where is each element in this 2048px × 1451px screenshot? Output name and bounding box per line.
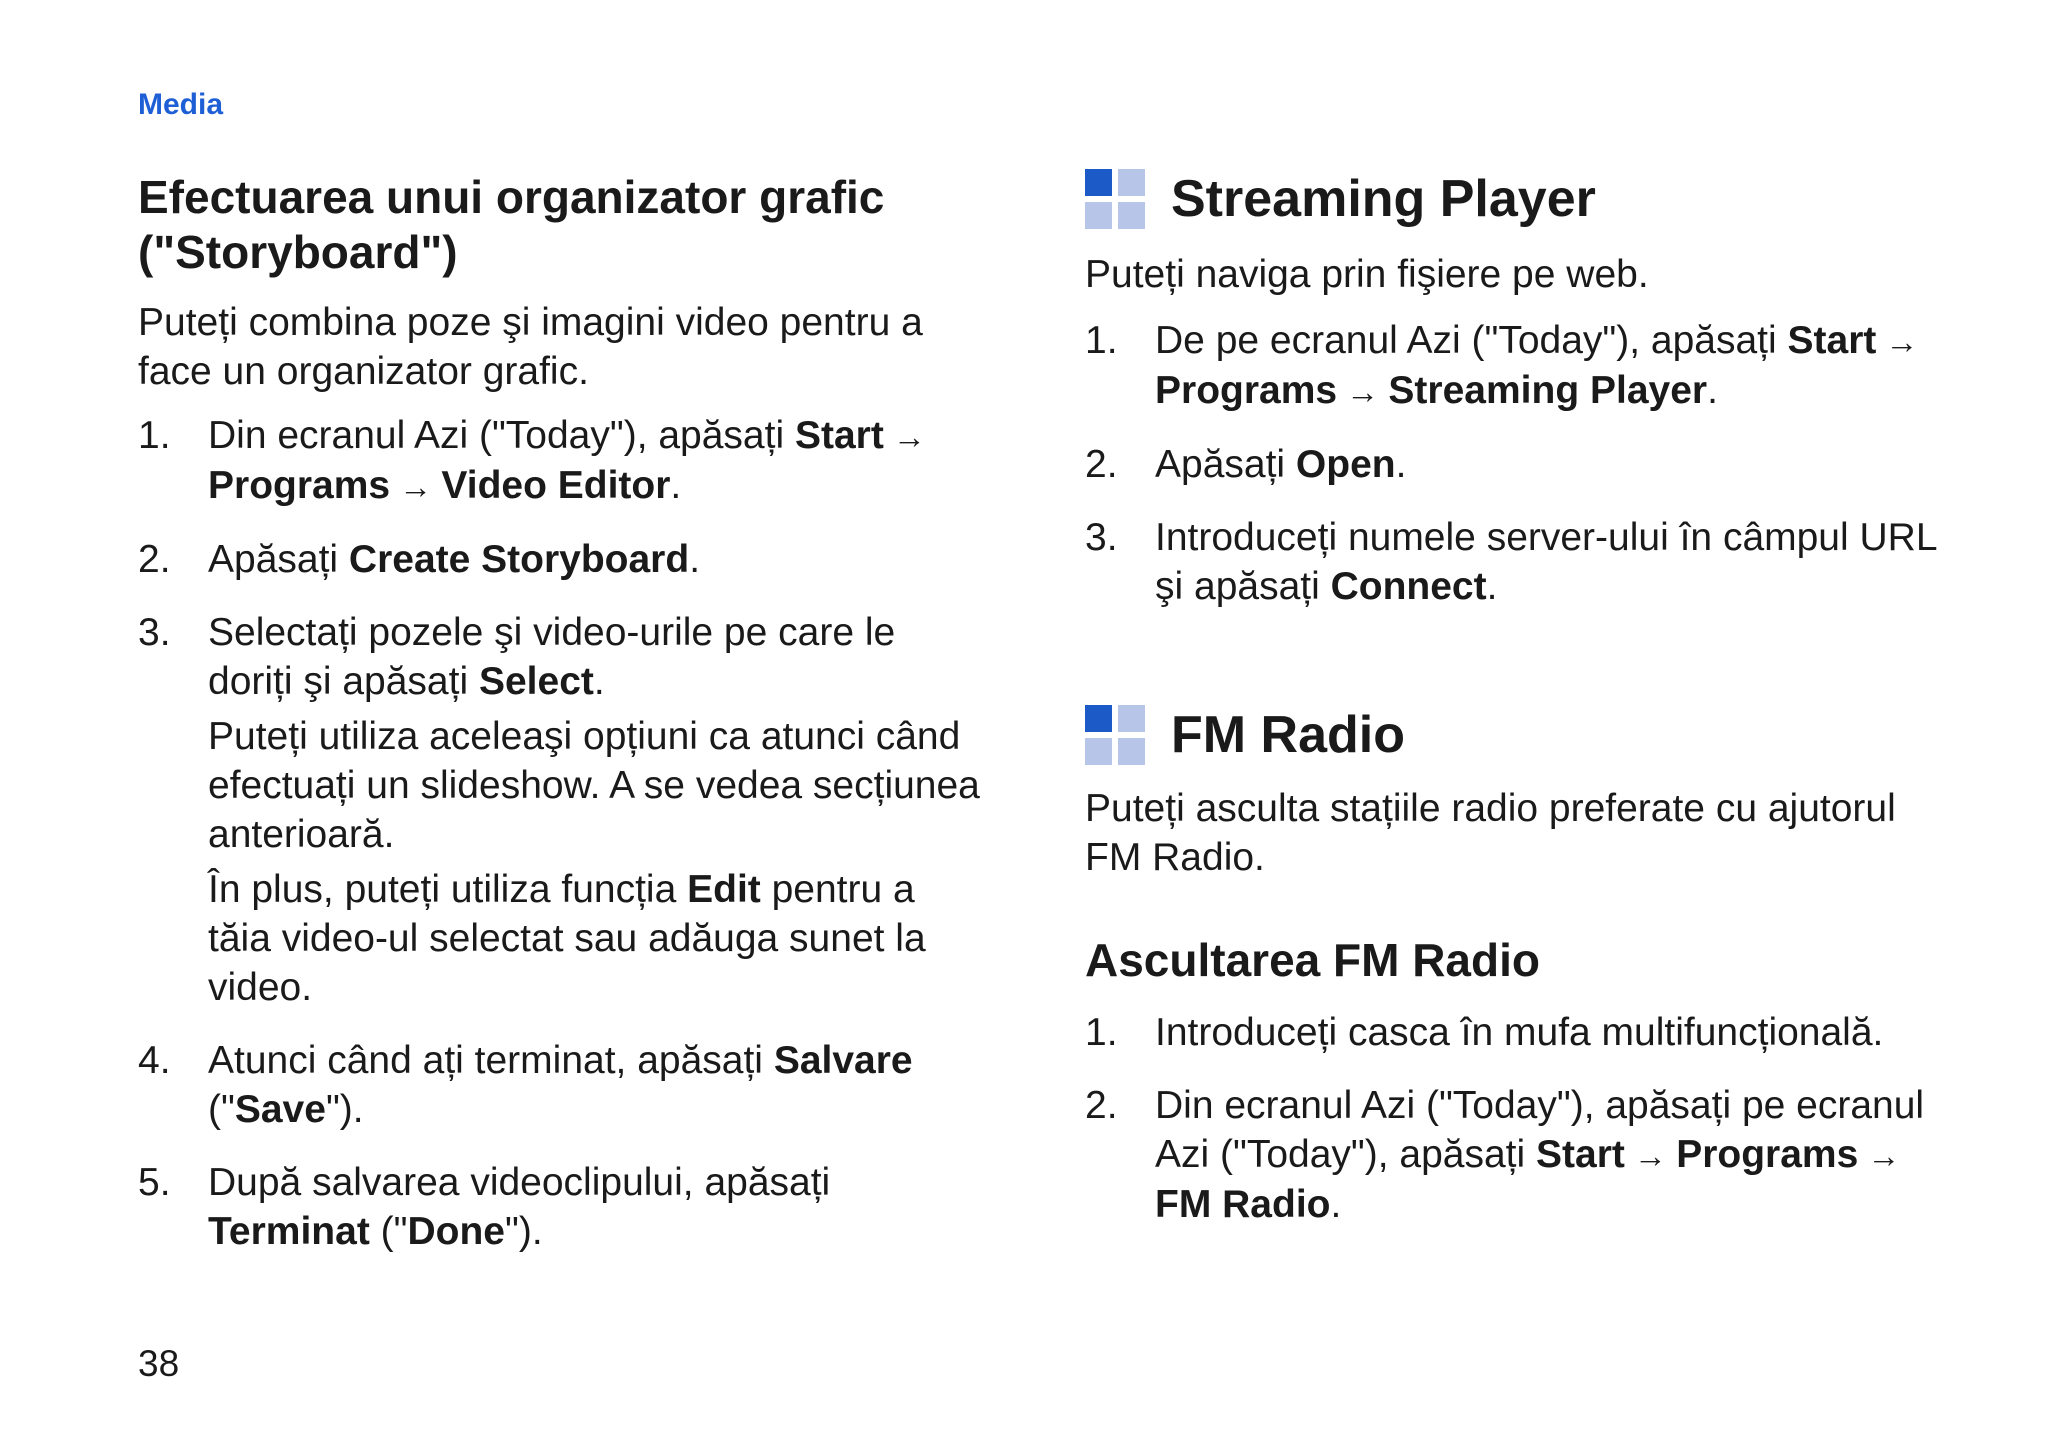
fm-subtitle: Ascultarea FM Radio [1085,934,1540,986]
list-item [1085,1081,1945,1229]
step-number: 1. [1085,1011,1118,1054]
step-number: 3. [138,611,171,654]
list-item [138,1158,988,1256]
list-item [1085,440,1945,489]
step-number: 4. [138,1039,171,1082]
step-note: Puteți utiliza aceleaşi opțiuni ca atunci când efectuați un slideshow. A se vedea secțiunea anterioară. [208,715,980,856]
step-text: Din ecranul Azi ("Today"), apăsați Start → Programs → Video Editor. [208,414,926,507]
list-item [1085,1008,1945,1057]
step-text: De pe ecranul Azi ("Today"), apăsați Start → Programs → Streaming Player. [1155,319,1919,412]
step-number: 2. [138,538,171,581]
step-text: După salvarea videoclipului, apăsați Terminat ("Done"). [208,1161,831,1253]
step-text: Selectați pozele şi video-urile pe care le doriți şi apăsați Select. [208,611,896,703]
step-number: 3. [1085,516,1118,559]
fm-steps [1085,1008,1945,1253]
fm-intro: Puteți asculta stațiile radio preferate cu ajutorul FM Radio. [1085,787,1896,879]
step-text: Din ecranul Azi ("Today"), apăsați pe ecranul Azi ("Today"), apăsați Start → Programs → FM Radio. [1155,1084,1925,1226]
tiles-icon [1085,169,1145,229]
step-note: În plus, puteți utiliza funcția Edit pentru a tăia video-ul selectat sau adăuga sunet la video. [208,868,926,1009]
page-number: 38 [138,1343,180,1384]
section-tag: Media [138,88,224,121]
list-item [138,1036,988,1134]
streaming-steps [1085,316,1945,635]
streaming-intro: Puteți naviga prin fişiere pe web. [1085,253,1649,296]
list-item [1085,316,1945,416]
storyboard-title: Efectuarea unui organizator grafic ("Storyboard") [138,171,885,278]
storyboard-steps [138,411,988,1280]
step-number: 2. [1085,443,1118,486]
fm-heading [1085,704,1405,766]
list-item [138,535,988,584]
fm-title: FM Radio [1171,706,1405,764]
step-text: Apăsați Open. [1155,443,1407,486]
storyboard-intro: Puteți combina poze şi imagini video pentru a face un organizator grafic. [138,301,923,393]
tiles-icon [1085,705,1145,765]
step-text: Introduceți numele server-ului în câmpul URL şi apăsați Connect. [1155,516,1937,608]
step-number: 2. [1085,1084,1118,1127]
step-number: 1. [1085,319,1118,362]
streaming-heading [1085,168,1596,230]
step-text: Introduceți casca în mufa multifuncțională. [1155,1011,1884,1054]
step-number: 1. [138,414,171,457]
list-item [1085,513,1945,611]
streaming-title: Streaming Player [1171,170,1596,228]
list-item [138,608,988,1012]
step-text: Atunci când ați terminat, apăsați Salvare ("Save"). [208,1039,913,1131]
step-number: 5. [138,1161,171,1204]
step-text: Apăsați Create Storyboard. [208,538,701,581]
list-item [138,411,988,511]
